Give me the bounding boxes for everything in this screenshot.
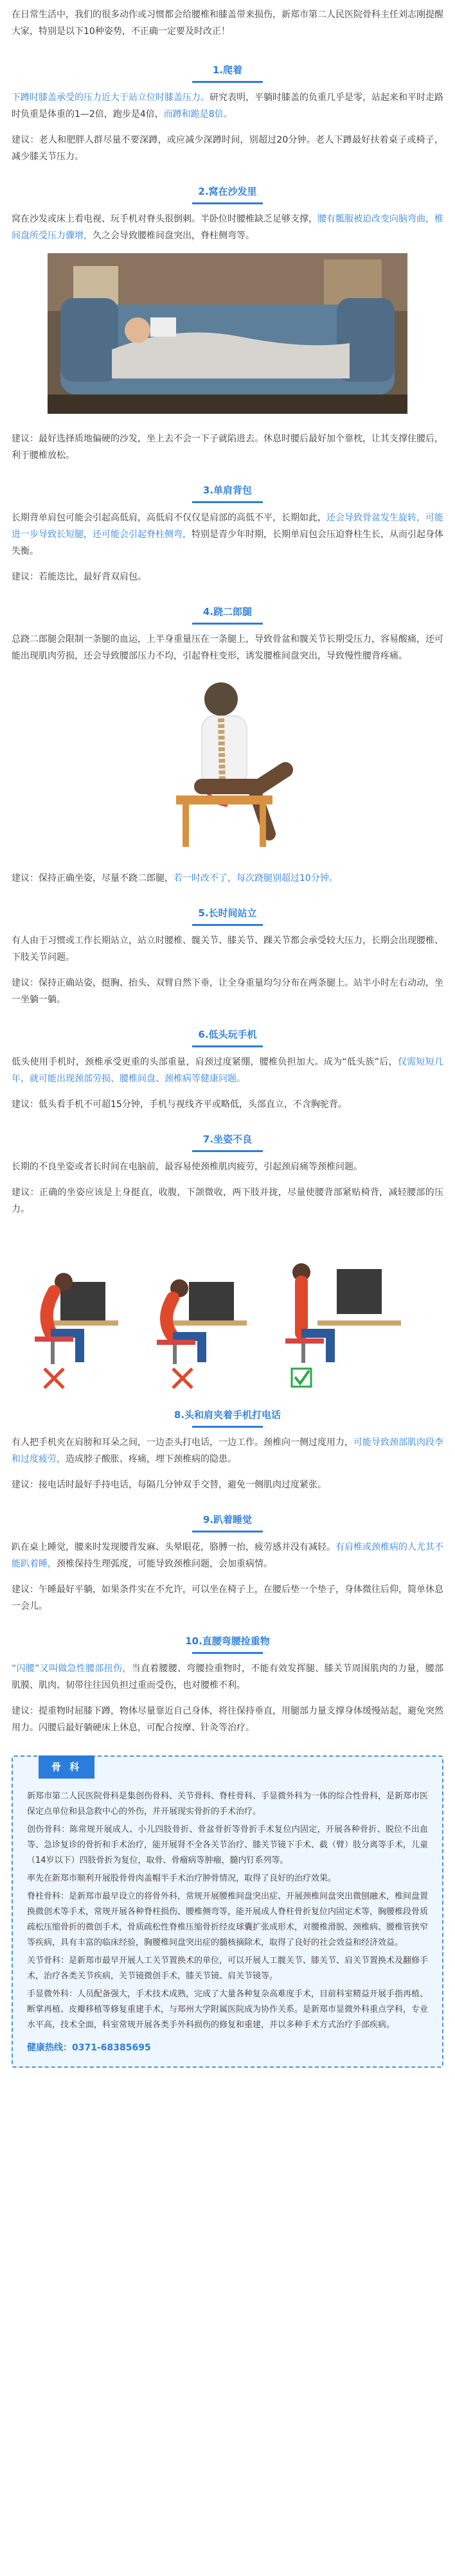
title-divider (192, 1426, 263, 1428)
text-run: 久之会导致腰椎间盘突出，脊柱侧弯等。 (93, 231, 254, 241)
section-title: 5.长时间站立 (198, 907, 257, 919)
text-run: 趴在桌上睡觉，腰来时发现腰背发麻、头晕眼花，胳膊一抬，疲劳感并没有减轻。 (12, 1542, 335, 1552)
section-advice: 建议：低头看手机不可超15分钟，手机与视线齐平或略低，头部直立，不含胸驼背。 (12, 1099, 347, 1110)
section-advice: 建议：提重物时屈膝下蹲，物体尽量靠近自己身体，将往保持垂直，用腿部力量支撑身体缓慢站起，避免突然用力。闪腰后最好躺硬床上休息，可配合按摩、针灸等治疗。 (12, 1706, 443, 1733)
section-advice: 建议：接电话时最好手持电话，每隔几分钟双手交替，避免一侧肌肉过度紧张。 (12, 1480, 326, 1490)
section-paragraph (12, 510, 443, 560)
section-paragraph (12, 1054, 443, 1087)
text-run: 窝在沙发或床上看电视、玩手机对脊头很倒刺。半卧位时腰椎缺乏足够支撑， (12, 214, 317, 224)
section-advice: 建议：老人和肥胖人群尽量不要深蹲，或应减少深蹲时间，别超过20分钟。老人下蹲最好扶着桌子或椅子，减少膝关节压力。 (12, 135, 443, 162)
crossed-legs-illustration (131, 673, 324, 853)
section-2 (12, 184, 443, 464)
department-tag: 骨 科 (39, 1755, 94, 1779)
section-title: 6.低头玩手机 (198, 1029, 257, 1040)
title-divider (192, 924, 263, 926)
title-divider (192, 1045, 263, 1047)
section-paragraph (12, 211, 443, 244)
section-title: 7.坐姿不良 (202, 1133, 253, 1145)
section-4 (12, 605, 443, 887)
section-paragraph (12, 1539, 443, 1572)
text-run: 可能导致颈部肌肉段李和过度疲劳， (12, 1437, 443, 1464)
section-advice: 建议：若能迭比，最好背双肩包。 (12, 572, 147, 582)
section-paragraph (12, 1660, 443, 1694)
text-run: 而蹲和跪是8倍。 (163, 109, 233, 120)
section-advice: 建议：保持正确站姿，挺胸、抬头、双臂自然下垂，让全身重量均匀分布在两条腿上。站半小时左右动动，坐一坐躺一躺。 (12, 978, 443, 1005)
text-run: 有人把手机夹在肩膀和耳朵之间，一边歪头打电话，一边工作。颈椎向一侧过度用力， (12, 1437, 353, 1448)
department-paragraph: 关节骨科：是新郑市最早开展人工关节置换术的单位，可以开展人工髋关节、膝关节、肩关节置换术及翻修手术，治疗各类关节疾病，关节镜微创手术，膝关节镜、肩关节镜等。 (27, 1956, 429, 1981)
text-run: 若一时改不了，每次跷腿别超过10分钟。 (174, 873, 338, 884)
text-run: 当直着腰腰、弯腰捡重物时，不能有效发挥腿、膝关节周围肌肉的力量，腰部肌膜、肌肉、韧带往往因负担过重而受伤，也对腰椎不利。 (12, 1664, 443, 1691)
section-8 (12, 1408, 443, 1493)
section-paragraph (12, 1434, 443, 1468)
section-6 (12, 1027, 443, 1113)
text-run: 有肩椎或颈椎病的人尤其不能趴着睡， (12, 1542, 443, 1569)
section-title: 4.跷二郎腿 (202, 606, 253, 617)
text-run: 腰有骶服被迫改变向脑弯曲，椎间盘所受压力骤增， (12, 214, 443, 241)
text-run: 研究表明，平躺时膝盖的负重几乎是零，站起来和平时走路时负重是体重的1—2倍，跑步是4倍， (12, 93, 443, 120)
section-7 (12, 1132, 443, 1391)
department-info-box (12, 1755, 443, 2068)
section-title: 3.单肩背包 (202, 484, 253, 496)
hotline (27, 2039, 428, 2056)
section-5 (12, 906, 443, 1008)
text-run: 长期背单肩包可能会引起高低肩，高低肩不仅仅是肩部的高低不平，长期如此， (12, 513, 326, 523)
title-divider (192, 501, 263, 503)
intro-text: 在日常生活中，我们的很多动作或习惯都会给腰椎和膝盖带来损伤，新郑市第二人民医院骨科主任刘志刚提醒大家，特别是以下10种姿势，不正确一定要及时改正！ (12, 10, 443, 37)
title-divider (192, 623, 263, 625)
text-run: 颈椎保持生理弧度，可能导致颈椎问题，会加重病情。 (57, 1559, 272, 1569)
text-run: “闪腰”又叫做急性腰部扭伤， (12, 1664, 132, 1674)
section-title: 2.窝在沙发里 (198, 186, 257, 197)
section-advice: 建议：午睡最好平躺，如果条件实在不允许，可以坐在椅子上，在腰后垫一个垫子，身体微往后仰，简单休息一会儿。 (12, 1585, 443, 1612)
hotline-number[interactable]: 0371-68385695 (72, 2043, 151, 2053)
department-paragraph: 率先在新郑市顺利开展股骨骨肉盖帽半手术治疗肿骨情况，取得了良好的治疗效果。 (27, 1874, 337, 1883)
text-run: 特别是青少年时期，长期单肩包会压迫脊柱生长，从而引起身体失衡。 (12, 529, 443, 556)
section-paragraph (12, 89, 443, 123)
section-paragraph: 有人由于习惯或工作长期站立，站立时腰椎、髋关节、膝关节、踝关节都会承受较大压力，长期会出现腰椎、下肢关节问题。 (12, 936, 443, 963)
department-paragraph: 脊柱骨科：是新郑市最早设立的将骨外科，常规开展腰椎间盘突出症、开展颈椎间盘突出微刨融术，椎间盘置换微创术等手术，常规开展各种脊柱损伤、腰椎侧弯等，能开展成人脊柱骨折复位内固定术等，胸腰椎段骨质疏松压缩骨折的微创手术，骨质疏松性脊椎压缩骨折经皮球囊扩张成形术，对腰椎滑脱、颈椎病、腰椎管狭窄等疾病，具有丰富的临床经验，胸腰椎间盘突出症的髓核摘除术，取得了良好的社会效益和经济效益。 (27, 1892, 429, 1948)
section-paragraph: 长期的不良坐姿或者长时间在电脑前，最容易使颈椎肌肉疲劳，引起颈肩痛等颈椎问题。 (12, 1162, 362, 1172)
title-divider (192, 1652, 263, 1654)
section-title: 10.直腰弯腰捡重物 (185, 1635, 270, 1647)
department-paragraph: 手显微外科：人员配备强大，手术技术成熟，完成了大量各种复杂高难度手术，目前科室精益开展手指再植、断掌再植、皮瓣移植等修复重建手术，与郑州大学附属医院成为协作关系。是新郑市显微外科重点学科，专业水平高，技术全面，科室常规开展各类手外科损伤的修复和重建，并以多种手术方式治疗手部疾病。 (27, 1989, 429, 2030)
title-divider (192, 81, 263, 83)
title-divider (192, 1531, 263, 1532)
section-title: 8.头和肩夹着手机打电话 (174, 1409, 281, 1421)
text-run: 仅需短短几年，就可能出现颈部劳损、腰椎间盘、颈椎病等健康问题。 (12, 1057, 443, 1084)
title-divider (192, 202, 263, 204)
title-divider (192, 1150, 263, 1152)
department-paragraph: 新郑市第二人民医院骨科是集创伤骨科、关节骨科、脊柱骨科、手显微外科为一体的综合性骨科，是新郑市医保定点单位和县急救中心的外伤，并开展现实骨折的手术治疗。 (27, 1791, 429, 1817)
section-9 (12, 1513, 443, 1615)
section-1 (12, 63, 443, 165)
section-10 (12, 1634, 443, 1736)
section-title: 1.爬着 (212, 64, 243, 76)
department-paragraph: 创伤骨科：陈常规开展成人、小儿四肢骨折、骨盆骨折等骨折手术复位内固定，开展各种骨折、脱位不出血等、急诊复诊的骨折和手术治疗，能开展肾不全各关节治疗、膝关节镜下手术、截（臂）肢分离等手术，儿童（14岁以下）四肢骨折为复位，取骨、骨瘤病等肿瘤，髓内钉系列等。 (27, 1825, 429, 1865)
sofa-photo (48, 253, 407, 414)
text-run: 低头使用手机时，颈椎承受更重的头部重量，肩颈过度紧绷，腰椎负担加大。成为“低头族”后， (12, 1057, 398, 1067)
section-3 (12, 483, 443, 585)
section-advice (12, 870, 443, 887)
hotline-label: 健康热线： (27, 2043, 72, 2053)
section-paragraph: 总跷二郎腿会限制一条腿的血运，上半身重量压在一条腿上，导致骨盆和髋关节长期受压力，容易酸痛，还可能出现肌肉劳损，还会导致腰部压力不均，引起脊柱变形，诱发腰椎间盘突出，导致慢性腰背疼痛。 (12, 634, 443, 661)
text-run: 建议：保持正确坐姿，尽量不跷二郎腿， (12, 873, 174, 884)
section-advice: 建议：最好选择质地偏硬的沙发，坐上去不会一下子就陷进去。休息时腰后最好加个靠枕，让其支撑住腰后，利于腰椎放松。 (12, 434, 443, 461)
section-advice: 建议：正确的坐姿应该是上身挺直，收腹，下颌微收，两下肢并拢，尽量使腰背部紧贴椅背，减轻腰部的压力。 (12, 1187, 443, 1214)
sitting-posture-illustration (15, 1237, 440, 1391)
text-run: 下蹲时膝盖承受的压力近大于站立位时膝盖压力。 (12, 93, 210, 103)
section-title: 9.趴着睡觉 (202, 1514, 253, 1525)
text-run: 还会导致骨盆发生旋转，可能进一步导致长短腿，还可能会引起脊柱侧弯， (12, 513, 443, 540)
text-run: 造成脖子酸胀、疼痛，埋下颈椎病的隐患。 (66, 1454, 236, 1464)
